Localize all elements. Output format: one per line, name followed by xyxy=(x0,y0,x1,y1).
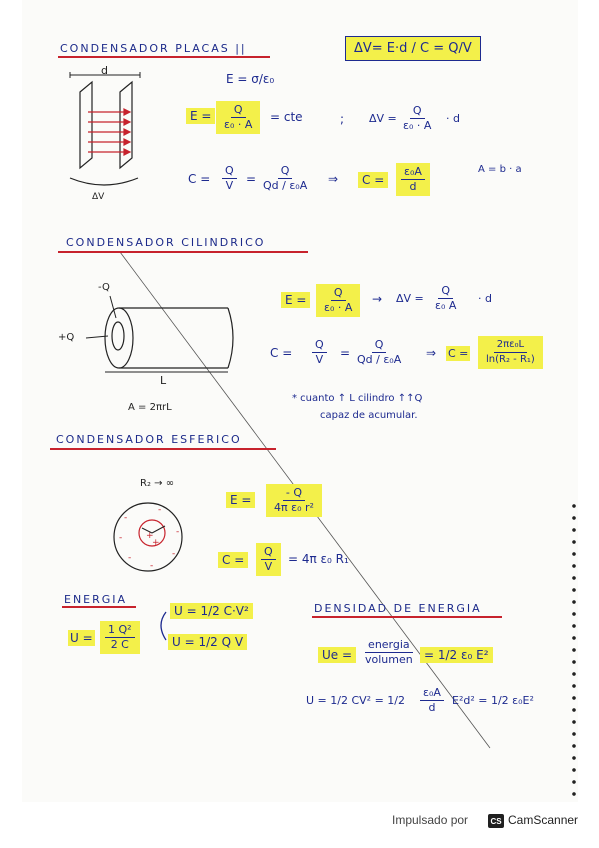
cyl-c3-den: ln(R₂ - R₁) xyxy=(486,354,535,365)
last-den: d xyxy=(428,701,436,714)
ue-pre: Ue = xyxy=(318,647,356,663)
last-pre: U = 1/2 CV² = 1/2 xyxy=(306,694,405,707)
cyl-dv-pre: ΔV = xyxy=(396,292,424,305)
dv-pre: ΔV = xyxy=(369,112,397,125)
section-title-cilindrico: CONDENSADOR CILINDRICO xyxy=(66,236,266,249)
d-label: d xyxy=(101,64,108,77)
ue-fraction xyxy=(362,638,416,667)
sph-e-fraction xyxy=(266,484,322,517)
cyl-dv-num: Q xyxy=(438,284,453,299)
ue-num: energia xyxy=(365,638,413,653)
title-underline xyxy=(58,251,308,253)
ue-post: = 1/2 ε₀ E² xyxy=(420,647,493,663)
e-pre: E = xyxy=(186,108,215,124)
title-underline xyxy=(312,616,502,618)
sph-c-fraction xyxy=(256,543,281,576)
dv-label: ΔV xyxy=(92,192,105,202)
area-formula: A = b · a xyxy=(478,164,522,175)
cyl-c1-num: Q xyxy=(312,338,327,353)
svg-text:+: + xyxy=(146,531,154,541)
e-num: Q xyxy=(231,103,246,118)
semicolon: ; xyxy=(340,112,345,126)
minus-q: -Q xyxy=(98,282,110,293)
e-fraction xyxy=(216,101,260,134)
boxed-formula: ΔV= E·d / C = Q/V xyxy=(345,36,481,61)
c3-den: d xyxy=(409,180,417,193)
cte-label: = cte xyxy=(270,110,303,124)
note-line-1: * cuanto ↑ L cilindro ↑↑Q xyxy=(292,393,423,404)
section-title-placas: CONDENSADOR PLACAS || xyxy=(60,42,247,55)
cyl-c3-num: 2πε₀L xyxy=(494,338,527,353)
cyl-area: A = 2πrL xyxy=(128,402,172,413)
cyl-e-fraction xyxy=(316,284,360,317)
u-den: 2 C xyxy=(110,638,129,651)
c1-num: Q xyxy=(222,164,237,179)
u-pre: U = xyxy=(70,631,93,645)
arrow: → xyxy=(372,292,383,306)
u-qv: U = 1/2 Q V xyxy=(168,634,247,650)
last-fraction xyxy=(420,686,444,715)
sph-e-den: 4π ε₀ r² xyxy=(274,501,314,514)
camscanner-logo-icon: CS xyxy=(488,814,504,828)
bracket xyxy=(161,612,166,640)
svg-text:-: - xyxy=(176,527,180,537)
dv-num: Q xyxy=(410,104,425,119)
cyl-c2-fraction xyxy=(354,338,404,367)
title-underline xyxy=(50,448,276,450)
section-title-energia: ENERGIA xyxy=(64,593,128,606)
u-cv2: U = 1/2 C·V² xyxy=(170,603,253,619)
svg-text:-: - xyxy=(150,561,154,571)
c-pre: C = xyxy=(188,172,211,186)
last-post: E²d² = 1/2 ε₀E² xyxy=(452,694,534,707)
sph-e-num: - Q xyxy=(283,486,305,501)
cyl-e-num: Q xyxy=(331,286,346,301)
l-label: L xyxy=(160,374,167,387)
sph-e-pre: E = xyxy=(226,492,255,508)
svg-text:+: + xyxy=(152,538,160,548)
dv-fraction xyxy=(400,104,434,133)
cyl-dv-fraction xyxy=(432,284,459,313)
c3-fraction xyxy=(396,163,430,196)
dv-den: ε₀ · A xyxy=(403,119,432,132)
c2-num: Q xyxy=(278,164,293,179)
cyl-c3-pre: C = xyxy=(448,347,469,360)
cyl-c1-den: V xyxy=(315,353,324,366)
cylinder-diagram xyxy=(86,296,233,372)
sph-c-den: V xyxy=(264,560,273,573)
c1-fraction xyxy=(222,164,237,193)
e-sigma: E = σ/ε₀ xyxy=(226,72,275,86)
c3-pre: C = xyxy=(358,172,388,188)
title-underline xyxy=(58,56,270,58)
svg-text:-: - xyxy=(124,513,128,523)
cyl-c-pre: C = xyxy=(270,346,293,360)
sph-c-num: Q xyxy=(261,545,276,560)
e-den: ε₀ · A xyxy=(224,118,253,131)
last-num: ε₀A xyxy=(420,686,444,701)
section-title-esferico: CONDENSADOR ESFERICO xyxy=(56,433,242,446)
sph-c-post: = 4π ε₀ R₁ xyxy=(288,552,349,566)
implies: ⇒ xyxy=(328,172,339,186)
svg-text:-: - xyxy=(128,553,132,563)
field-arrows xyxy=(88,109,130,155)
cyl-c2-num: Q xyxy=(372,338,387,353)
c-eq: = xyxy=(246,172,257,186)
svg-text:-: - xyxy=(172,549,176,559)
title-underline xyxy=(62,606,136,608)
cyl-dv-den: ε₀ A xyxy=(435,299,457,312)
camscanner-brand: CamScanner xyxy=(508,813,579,827)
cyl-c2-den: Qd / ε₀A xyxy=(357,353,402,366)
section-title-densidad: DENSIDAD DE ENERGIA xyxy=(314,602,482,615)
cyl-c3-fraction xyxy=(478,336,543,369)
u-fraction xyxy=(100,621,140,654)
c2-fraction xyxy=(260,164,310,193)
powered-by-text: Impulsado por xyxy=(392,813,469,827)
svg-text:-: - xyxy=(119,533,123,543)
parallel-plate-diagram xyxy=(70,72,140,185)
dv-post: · d xyxy=(446,112,460,125)
u-num: 1 Q² xyxy=(105,623,135,638)
c3-num: ε₀A xyxy=(401,165,425,180)
ue-den: volumen xyxy=(365,653,413,666)
r2-label: R₂ → ∞ xyxy=(140,478,175,489)
note-line-2: capaz de acumular. xyxy=(320,410,418,421)
cyl-dv-post: · d xyxy=(478,292,492,305)
cyl-implies: ⇒ xyxy=(426,346,437,360)
sph-c-pre: C = xyxy=(218,552,248,568)
c2-den: Qd / ε₀A xyxy=(263,179,308,192)
cyl-e-den: ε₀ · A xyxy=(324,301,353,314)
cyl-c1-fraction xyxy=(312,338,327,367)
svg-text:-: - xyxy=(158,505,162,515)
plus-q: +Q xyxy=(58,332,75,343)
sphere-charges xyxy=(119,505,179,571)
cyl-eq: = xyxy=(340,346,351,360)
c1-den: V xyxy=(225,179,234,192)
e-pre: E = xyxy=(281,292,310,308)
